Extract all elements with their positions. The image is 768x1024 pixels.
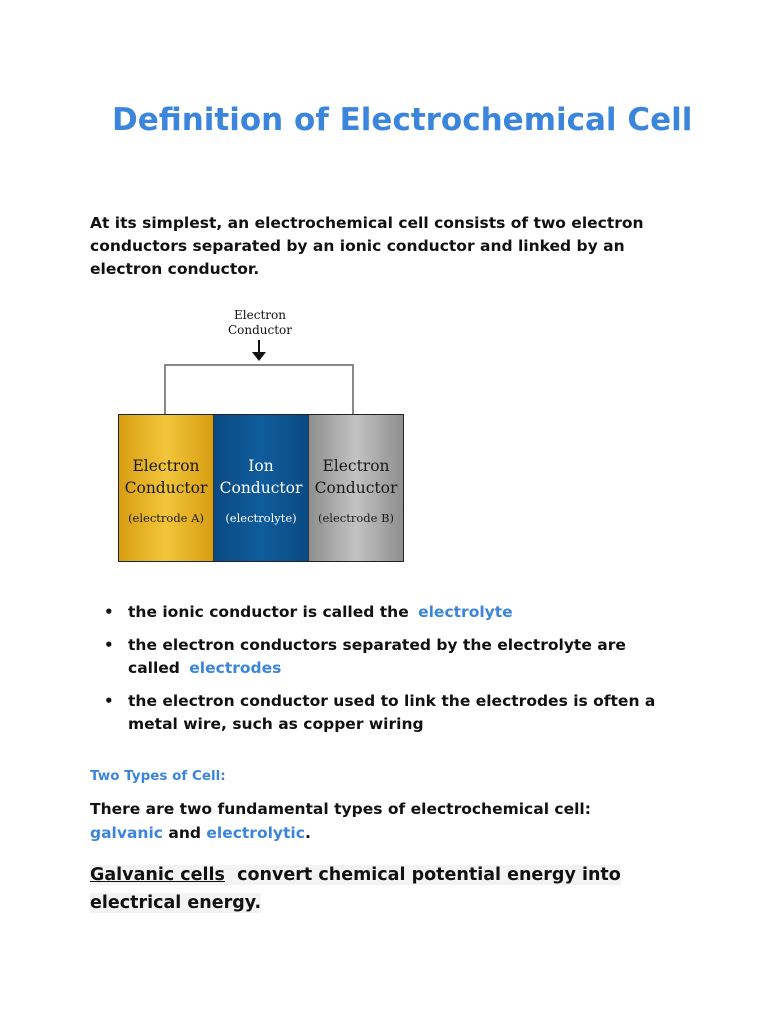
keyword-link[interactable]: electrolyte (418, 603, 513, 621)
electrode-a-segment: Electron Conductor (electrode A) (119, 415, 214, 561)
keyword-link[interactable]: electrodes (189, 659, 282, 677)
electrolyte-segment: Ion Conductor (electrolyte) (214, 415, 309, 561)
electrochemical-cell-diagram (118, 306, 408, 566)
wire-top (164, 364, 354, 366)
section-subheading: Two Types of Cell: (90, 768, 226, 784)
page-title: Definition of Electrochemical Cell (112, 102, 693, 138)
bullet-list (90, 601, 680, 746)
bullet-icon: • (104, 692, 114, 710)
galvanic-term: Galvanic cells (90, 865, 225, 885)
wire-left (164, 364, 166, 415)
list-item: • the ionic conductor is called the electrolyte (90, 601, 680, 624)
galvanic-link[interactable]: galvanic (90, 824, 163, 842)
types-paragraph: There are two fundamental types of electrochemical cell: galvanic and electrolytic. (90, 800, 591, 842)
list-item: • the electron conductor used to link the electrodes is often a metal wire, such as copper wiring (104, 692, 656, 733)
arrow-down-icon (252, 352, 266, 361)
bullet-icon: • (104, 636, 114, 654)
wire-label: Electron Conductor (227, 308, 293, 337)
wire-right (352, 364, 354, 415)
electrolytic-link[interactable]: electrolytic (206, 824, 305, 842)
electrode-b-segment: Electron Conductor (electrode B) (309, 415, 403, 561)
bullet-icon: • (104, 603, 114, 621)
intro-paragraph: At its simplest, an electrochemical cell consists of two electron conductors separated by an ionic conductor and linked by an electron conductor. (90, 214, 644, 278)
cell-box (118, 414, 404, 562)
galvanic-statement: Galvanic cells convert chemical potential energy into electrical energy. (90, 865, 621, 913)
list-item: • the electron conductors separated by the electrolyte are called electrodes (104, 636, 626, 677)
